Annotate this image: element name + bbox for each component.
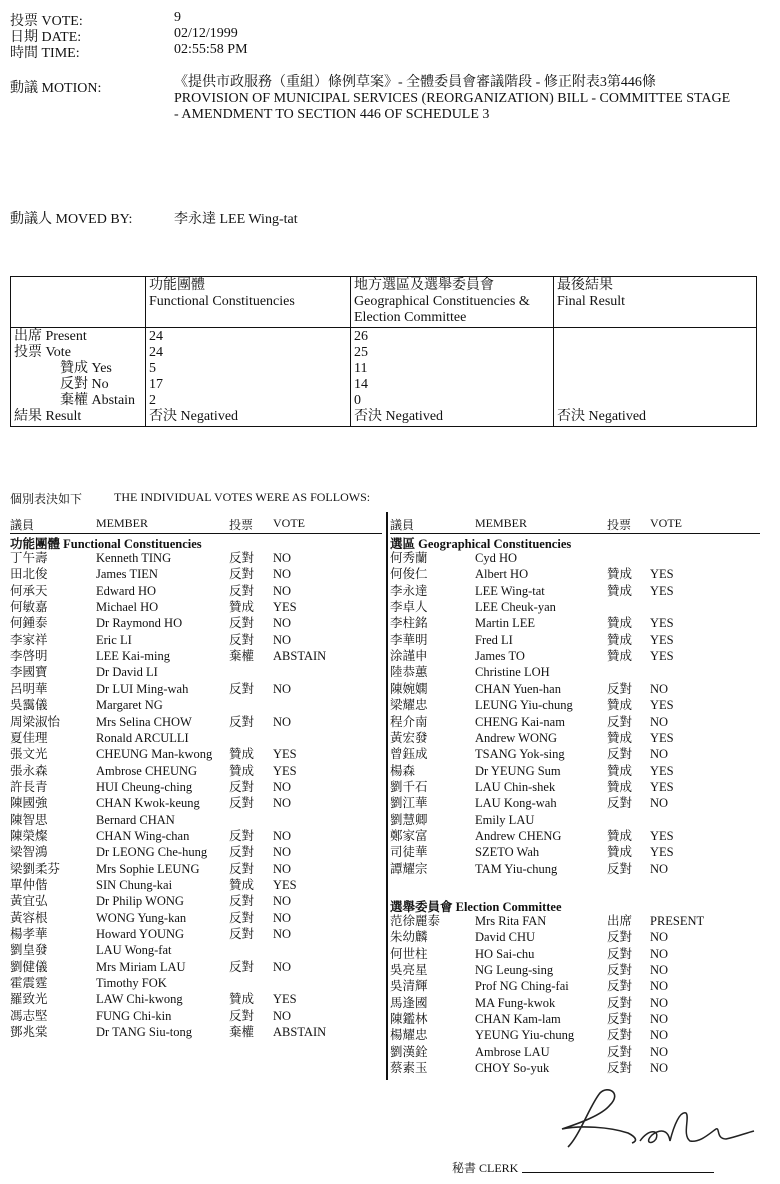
label-result: 結果 Result [14,409,82,424]
member-name-en: Edward HO [96,583,157,598]
member-name-en: HUI Cheung-ching [96,779,193,794]
member-name-zh: 李國寶 [10,665,48,680]
fc-zh: 功能團體 [149,278,205,293]
vote-zh: 反對 [607,861,633,876]
member-name-en: CHEUNG Man-kwong [96,747,213,762]
vote-zh: 反對 [229,616,255,631]
motion-label: 動議 MOTION: [10,81,102,96]
vote-zh: 反對 [607,979,633,994]
gc-yes: 11 [354,361,368,376]
vote-zh: 反對 [229,681,255,696]
member-name-en: Eric LI [96,632,132,647]
member-name-zh: 張文光 [10,747,48,762]
gc-en2: Election Committee [354,310,467,325]
member-name-zh: 馬逢國 [390,995,428,1010]
member-name-zh: 黃宏發 [390,730,428,745]
final-zh: 最後結果 [557,278,613,293]
vote-en: YES [650,632,674,647]
moved-by-value: 李永達 LEE Wing-tat [174,212,298,227]
vote-en: NO [650,861,669,876]
motion-text [174,75,774,123]
member-name-zh: 吳靄儀 [10,698,48,713]
summary-col-final [554,277,757,328]
member-name-en: LAU Wong-fat [96,943,172,958]
member-name-en: TAM Yiu-chung [475,861,558,876]
member-name-zh: 劉皇發 [10,943,48,958]
vote-zh: 贊成 [229,992,255,1007]
vote-zh: 反對 [229,1008,255,1023]
vote-en: ABSTAIN [273,649,327,664]
summary-col-gc [351,277,554,328]
member-name-en: Dr YEUNG Sum [475,763,561,778]
vote-zh: 棄權 [229,1025,255,1040]
vote-en: YES [650,583,674,598]
member-name-zh: 李華明 [390,632,428,647]
vote-zh: 反對 [229,632,255,647]
vote-en: YES [273,763,297,778]
vote-en: YES [650,763,674,778]
vote-zh: 反對 [229,779,255,794]
member-name-zh: 李啓明 [10,649,48,664]
date-value: 02/12/1999 [174,26,238,41]
vote-zh: 贊成 [229,600,255,615]
vote-en: ABSTAIN [273,1025,327,1040]
member-name-en: CHENG Kai-nam [475,714,565,729]
vote-zh: 反對 [607,1012,633,1027]
member-name-zh: 梁智鴻 [10,845,48,860]
member-name-zh: 何俊仁 [390,567,428,582]
clerk-label: 秘書 CLERK [452,1161,519,1175]
vote-zh: 反對 [607,1028,633,1043]
member-name-en: Christine LOH [475,665,550,680]
vote-zh: 贊成 [607,730,633,745]
time-label: 時間 TIME: [10,46,80,61]
gc-result: 否決 Negatived [354,409,444,424]
vote-en: NO [650,1028,669,1043]
member-name-en: WONG Yung-kan [96,910,187,925]
vote-zh: 反對 [607,714,633,729]
vote-en: NO [273,959,292,974]
vote-zh: 反對 [607,946,633,961]
vote-en: YES [650,779,674,794]
intro-zh: 個別表決如下 [10,492,83,506]
member-name-en: HO Sai-chu [475,946,535,961]
right-member-zh-head: 議員 [390,518,415,532]
vote-en: NO [273,567,292,582]
right-member-en-head: MEMBER [475,516,528,530]
member-name-en: LAW Chi-kwong [96,992,183,1007]
vote-en: NO [650,979,669,994]
member-name-zh: 丁午壽 [10,551,48,565]
member-name-en: David CHU [475,930,536,945]
vote-zh: 贊成 [229,747,255,762]
vote-zh: 反對 [229,714,255,729]
member-name-zh: 李永達 [390,583,428,598]
member-name-zh: 陳國強 [10,796,48,811]
summary-table [10,276,757,427]
member-name-zh: 張永森 [10,763,48,778]
member-name-zh: 范徐麗泰 [390,914,441,928]
member-name-en: Dr LEONG Che-hung [96,845,208,860]
motion-zh: 《提供市政服務（重組）條例草案》- 全體委員會審議階段 - 修正附表3第446條 [174,75,656,90]
member-name-zh: 單仲偕 [10,878,48,892]
summary-corner [11,277,146,328]
member-name-zh: 鄭家富 [390,828,428,843]
member-name-zh: 田北俊 [10,567,48,582]
vote-en: YES [650,730,674,745]
gc-en1: Geographical Constituencies & [354,294,530,309]
member-name-en: FUNG Chi-kin [96,1008,172,1023]
member-name-en: Dr LUI Ming-wah [96,681,189,696]
vote-en: NO [273,861,292,876]
label-abstain: 棄權 Abstain [60,393,136,408]
clerk-signature-line [522,1172,714,1173]
member-name-en: TSANG Yok-sing [475,747,565,762]
member-name-en: LAU Chin-shek [475,779,556,794]
member-name-zh: 涂謹申 [390,649,428,664]
vote-en: NO [273,551,292,565]
member-name-zh: 霍震霆 [10,976,48,991]
vote-en: NO [273,616,292,631]
summary-fc-values [146,328,351,427]
vote-en: YES [650,828,674,843]
vote-en: NO [273,845,292,860]
member-name-en: LEE Cheuk-yan [475,600,556,615]
intro-en: THE INDIVIDUAL VOTES WERE AS FOLLOWS: [114,490,371,504]
member-name-en: CHOY So-yuk [475,1061,550,1076]
member-name-en: Cyd HO [475,551,518,565]
member-name-zh: 梁耀忠 [390,698,428,713]
member-name-en: YEUNG Yiu-chung [475,1028,575,1043]
fc-yes: 5 [149,361,156,376]
vote-zh: 贊成 [607,632,633,647]
vote-en: NO [650,995,669,1010]
vote-zh: 贊成 [607,763,633,778]
member-name-zh: 何敏嘉 [10,600,48,615]
member-name-zh: 許長青 [10,779,48,794]
member-name-zh: 何鍾泰 [10,616,48,631]
vote-zh: 反對 [229,910,255,925]
vote-en: NO [273,927,292,942]
member-name-en: MA Fung-kwok [475,995,556,1010]
member-name-en: LEUNG Yiu-chung [475,698,573,713]
vote-zh: 贊成 [607,779,633,794]
vote-zh: 反對 [607,963,633,978]
member-name-en: CHAN Kwok-keung [96,796,200,811]
member-name-en: Dr Raymond HO [96,616,183,631]
vote-en: YES [650,616,674,631]
member-name-en: Dr TANG Siu-tong [96,1025,192,1040]
gc-present: 26 [354,329,368,344]
motion-en-line1: PROVISION OF MUNICIPAL SERVICES (REORGANIZATION) BILL - COMMITTEE STAGE [174,91,731,106]
member-name-zh: 陳婉嫻 [390,681,428,696]
member-name-zh: 周梁淑怡 [10,714,61,729]
vote-en: NO [650,930,669,945]
fc-vote: 24 [149,345,163,360]
label-no: 反對 No [60,377,109,392]
vote-zh: 反對 [229,959,255,974]
member-name-en: James TIEN [96,567,158,582]
member-name-en: Emily LAU [475,812,535,827]
vote-label: 投票 VOTE: [10,14,83,29]
vote-zh: 贊成 [607,828,633,843]
vote-en: YES [650,567,674,582]
fc-no: 17 [149,377,163,392]
member-name-zh: 吳清輝 [390,979,428,994]
member-name-zh: 劉慧卿 [390,812,428,827]
gc-no: 14 [354,377,368,392]
member-name-en: SIN Chung-kai [96,878,173,892]
vote-en: NO [273,796,292,811]
left-member-en-head: MEMBER [96,516,149,530]
vote-en: NO [650,946,669,961]
vote-en: NO [650,747,669,762]
member-name-en: SZETO Wah [475,845,540,860]
member-name-en: Kenneth TING [96,551,172,565]
left-member-zh-head: 議員 [10,518,35,532]
fc-section-title: 功能團體 Functional Constituencies [10,537,202,551]
member-name-en: Howard YOUNG [96,927,185,942]
fc-present: 24 [149,329,163,344]
vote-zh: 反對 [229,583,255,598]
vote-zh: 棄權 [229,649,255,664]
member-name-zh: 程介南 [390,714,428,729]
vote-zh: 贊成 [229,878,255,892]
member-name-en: James TO [475,649,525,664]
member-name-zh: 何世柱 [390,946,428,961]
member-name-en: Andrew WONG [475,730,558,745]
member-name-zh: 曾鈺成 [390,747,428,762]
vote-zh: 反對 [229,551,255,565]
member-name-zh: 馮志堅 [10,1008,48,1023]
vote-zh: 反對 [607,681,633,696]
member-name-en: Prof NG Ching-fai [475,979,569,994]
member-name-en: NG Leung-sing [475,963,554,978]
member-name-zh: 劉漢銓 [390,1044,428,1059]
gc-abstain: 0 [354,393,361,408]
member-name-zh: 羅致光 [10,992,48,1007]
gc-vote: 25 [354,345,368,360]
fc-abstain: 2 [149,393,156,408]
member-name-zh: 劉健儀 [10,959,48,974]
vote-en: NO [273,583,292,598]
member-name-en: Ambrose LAU [475,1044,550,1059]
ec-section-title: 選舉委員會 Election Committee [390,900,562,914]
member-name-en: Bernard CHAN [96,812,175,827]
vote-en: NO [650,714,669,729]
member-name-zh: 李家祥 [10,632,48,647]
member-name-en: Albert HO [475,567,529,582]
clerk-signature [540,1085,760,1155]
label-present: 出席 Present [14,329,87,344]
member-name-zh: 陸恭蕙 [390,665,428,680]
left-vote-en-head: VOTE [273,516,305,530]
vote-zh: 贊成 [607,698,633,713]
member-name-zh: 陳榮燦 [10,828,48,843]
vote-en: YES [650,845,674,860]
column-divider [386,512,388,1080]
fc-result: 否決 Negatived [149,409,239,424]
summary-gc-values [351,328,554,427]
vote-en: PRESENT [650,914,705,928]
member-name-en: Ronald ARCULLI [96,730,189,745]
vote-en: NO [273,828,292,843]
member-name-zh: 劉江華 [390,796,428,811]
member-name-en: Margaret NG [96,698,163,713]
vote-en: NO [650,1012,669,1027]
vote-zh: 反對 [229,828,255,843]
member-name-zh: 劉千石 [390,779,428,794]
vote-zh: 反對 [607,747,633,762]
vote-zh: 反對 [229,796,255,811]
vote-en: YES [273,992,297,1007]
gc-section-title: 選區 Geographical Constituencies [390,537,572,551]
member-name-en: Ambrose CHEUNG [96,763,198,778]
vote-number: 9 [174,10,181,25]
vote-zh: 反對 [607,1061,633,1076]
motion-en-line2: - AMENDMENT TO SECTION 446 OF SCHEDULE 3 [174,107,490,122]
member-name-en: LEE Kai-ming [96,649,170,664]
vote-en: YES [650,698,674,713]
member-name-zh: 譚耀宗 [390,861,428,876]
member-name-en: Andrew CHENG [475,828,562,843]
vote-en: NO [650,1044,669,1059]
vote-zh: 反對 [229,894,255,909]
vote-zh: 贊成 [607,583,633,598]
vote-zh: 贊成 [607,567,633,582]
vote-en: NO [273,681,292,696]
vote-en: NO [650,681,669,696]
member-name-en: Mrs Selina CHOW [96,714,192,729]
time-value: 02:55:58 PM [174,42,248,57]
member-name-en: CHAN Yuen-han [475,681,561,696]
member-name-en: Timothy FOK [96,976,167,991]
member-name-zh: 何秀蘭 [390,551,428,565]
final-result: 否決 Negatived [557,409,647,424]
vote-zh: 出席 [607,914,633,928]
member-name-zh: 黃容根 [10,910,48,925]
member-name-en: Mrs Sophie LEUNG [96,861,200,876]
summary-final-values [554,328,757,427]
summary-labels [11,328,146,427]
member-name-en: Dr Philip WONG [96,894,184,909]
vote-en: NO [650,796,669,811]
member-name-en: Fred LI [475,632,513,647]
label-yes: 贊成 Yes [60,361,112,376]
member-name-zh: 楊森 [390,763,416,778]
member-name-zh: 梁劉柔芬 [10,861,61,876]
vote-zh: 贊成 [607,649,633,664]
member-name-zh: 陳智思 [10,812,48,827]
vote-en: NO [273,632,292,647]
member-name-zh: 何承天 [10,583,48,598]
vote-en: YES [273,878,297,892]
vote-en: NO [273,714,292,729]
date-label: 日期 DATE: [10,30,82,45]
member-name-en: CHAN Wing-chan [96,828,190,843]
vote-en: NO [273,1008,292,1023]
member-name-en: LEE Wing-tat [475,583,545,598]
vote-zh: 反對 [229,861,255,876]
vote-en: YES [273,747,297,762]
member-name-en: Martin LEE [475,616,536,631]
member-name-zh: 司徒華 [390,845,428,860]
member-name-zh: 楊耀忠 [390,1028,428,1043]
member-name-zh: 楊孝華 [10,927,48,942]
vote-en: NO [273,910,292,925]
member-name-en: Dr David LI [96,665,158,680]
vote-en: YES [273,600,297,615]
vote-zh: 反對 [229,845,255,860]
member-name-zh: 夏佳理 [10,730,48,745]
member-name-en: LAU Kong-wah [475,796,557,811]
vote-zh: 反對 [229,927,255,942]
vote-en: NO [650,1061,669,1076]
final-en: Final Result [557,294,626,309]
member-name-en: Mrs Rita FAN [475,914,547,928]
member-name-zh: 呂明華 [10,681,48,696]
vote-zh: 反對 [607,930,633,945]
right-vote-en-head: VOTE [650,516,682,530]
member-name-zh: 蔡素玉 [390,1061,428,1076]
vote-zh: 贊成 [607,845,633,860]
vote-zh: 反對 [607,995,633,1010]
member-name-en: CHAN Kam-lam [475,1012,561,1027]
vote-zh: 贊成 [229,763,255,778]
vote-en: YES [650,649,674,664]
member-name-zh: 黃宜弘 [10,894,48,909]
moved-by-label: 動議人 MOVED BY: [10,212,133,227]
vote-en: NO [273,894,292,909]
member-name-en: Mrs Miriam LAU [96,959,186,974]
member-name-zh: 吳亮星 [390,963,428,978]
member-name-zh: 鄧兆棠 [10,1025,48,1040]
vote-zh: 反對 [607,796,633,811]
vote-zh: 反對 [229,567,255,582]
summary-col-fc [146,277,351,328]
left-vote-zh-head: 投票 [229,518,254,532]
vote-zh: 反對 [607,1044,633,1059]
vote-zh: 贊成 [607,616,633,631]
fc-en: Functional Constituencies [149,294,295,309]
vote-en: NO [273,779,292,794]
vote-en: NO [650,963,669,978]
gc-zh: 地方選區及選舉委員會 [354,278,494,293]
member-name-zh: 朱幼麟 [390,930,428,945]
label-vote: 投票 Vote [14,345,71,360]
member-name-zh: 李柱銘 [390,616,428,631]
member-name-zh: 李卓人 [390,600,428,615]
right-vote-zh-head: 投票 [607,518,632,532]
member-name-zh: 陳鑑林 [390,1012,428,1027]
member-name-en: Michael HO [96,600,159,615]
